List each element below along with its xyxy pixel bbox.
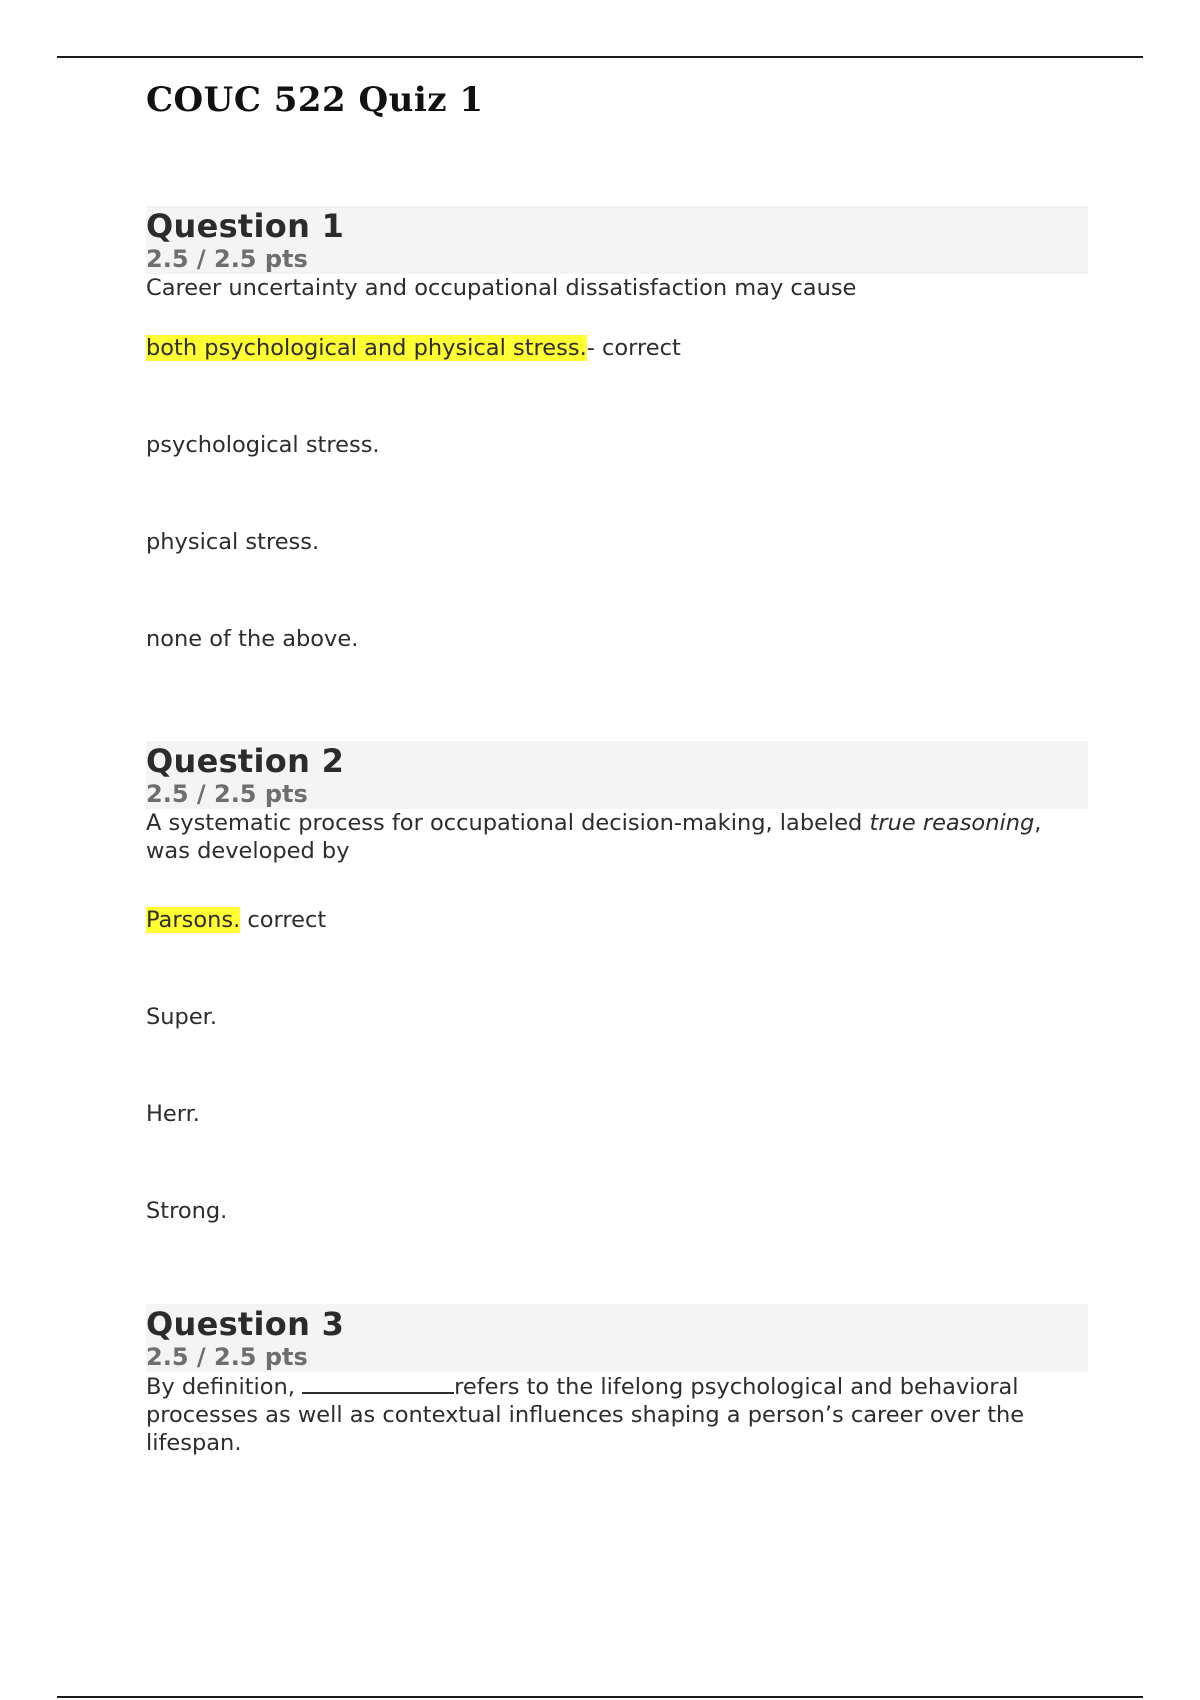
question-points: 2.5 / 2.5 pts	[146, 1343, 308, 1371]
answer-option-correct	[146, 333, 1088, 430]
answer-option: Strong.	[146, 1198, 228, 1224]
question-header	[146, 1304, 1088, 1372]
question-prompt: Career uncertainty and occupational dissatisfaction may cause	[146, 275, 857, 301]
top-rule	[57, 56, 1143, 58]
question-header	[146, 206, 1088, 274]
question-prompt: A systematic process for occupational decision-making, labeled true reasoning, was developed by	[146, 810, 1042, 864]
correct-marker: - correct	[586, 335, 681, 361]
bottom-rule	[57, 1696, 1143, 1698]
correct-marker: correct	[240, 907, 327, 933]
answer-option: Super.	[146, 1004, 218, 1030]
answer-option: psychological stress.	[146, 432, 380, 458]
answer-option-correct	[146, 905, 1088, 1002]
question-title: Question 2	[146, 742, 345, 780]
highlighted-answer: Parsons.	[146, 907, 241, 933]
question-prompt: By definition, refers to the lifelong psychological and behavioral processes as well as contextual influences shaping a person’s career over the lifespan.	[146, 1374, 1025, 1456]
question-3	[146, 1304, 1088, 1457]
answer-option: none of the above.	[146, 626, 359, 652]
question-title: Question 1	[146, 207, 345, 245]
answer-option: Herr.	[146, 1101, 200, 1127]
question-header	[146, 741, 1088, 809]
highlighted-answer: both psychological and physical stress.	[146, 335, 587, 361]
question-title: Question 3	[146, 1305, 345, 1343]
italic-term: true reasoning	[869, 810, 1035, 836]
fill-in-blank	[302, 1372, 454, 1394]
question-2	[146, 741, 1088, 1293]
page-title: COUC 522 Quiz 1	[146, 80, 484, 120]
answer-option: physical stress.	[146, 529, 320, 555]
answer-list	[146, 905, 1088, 1293]
question-points: 2.5 / 2.5 pts	[146, 780, 308, 808]
question-points: 2.5 / 2.5 pts	[146, 245, 308, 273]
question-1	[146, 206, 1088, 721]
answer-list	[146, 333, 1088, 721]
